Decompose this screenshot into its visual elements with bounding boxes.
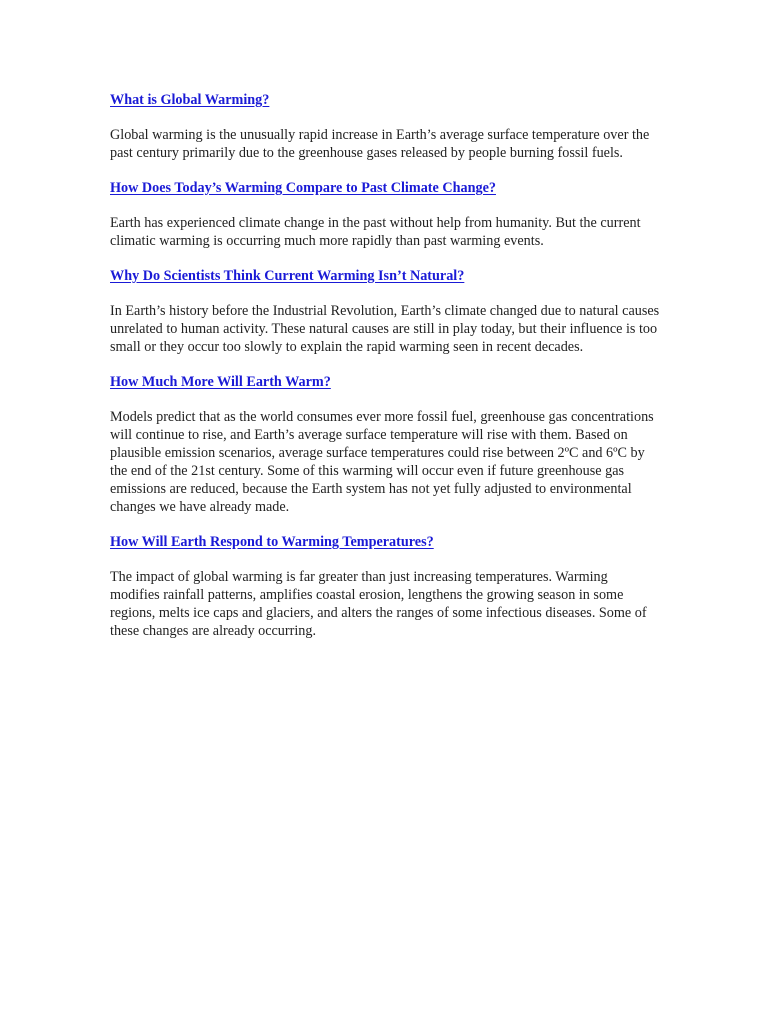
section-todays-warming-compare	[110, 179, 660, 250]
section-how-much-warm	[110, 373, 660, 516]
heading-link[interactable]: Why Do Scientists Think Current Warming Isn’t Natural?	[110, 268, 465, 284]
heading-link[interactable]: How Much More Will Earth Warm?	[110, 374, 331, 390]
heading-link[interactable]: How Does Today’s Warming Compare to Past Climate Change?	[110, 180, 496, 196]
document-body	[110, 91, 660, 657]
section-paragraph: Global warming is the unusually rapid increase in Earth’s average surface temperature over the past century primarily due to the greenhouse gases released by people burning fossil fuels.	[110, 127, 650, 161]
heading-link[interactable]: What is Global Warming?	[110, 92, 270, 108]
section-paragraph: In Earth’s history before the Industrial Revolution, Earth’s climate changed due to natural causes unrelated to human activity. These natural causes are still in play today, but their influence is too small or they occur too slowly to explain the rapid warming seen in recent decades.	[110, 303, 660, 355]
section-why-not-natural	[110, 267, 660, 356]
section-paragraph: The impact of global warming is far greater than just increasing temperatures. Warming modifies rainfall patterns, amplifies coastal erosion, lengthens the growing season in some regions, melts ice caps and glaciers, and alters the ranges of some infectious diseases. Some of these changes are already occurring.	[110, 569, 647, 639]
section-what-is-global-warming	[110, 91, 660, 162]
section-paragraph: Models predict that as the world consumes ever more fossil fuel, greenhouse gas concentrations will continue to rise, and Earth’s average surface temperature will rise with them. Based on plausible emission scenarios, average surface temperatures could rise between 2ºC and 6ºC by the end of the 21st century. Some of this warming will occur even if future greenhouse gas emissions are reduced, because the Earth system has not yet fully adjusted to environmental changes we have already made.	[110, 409, 654, 515]
heading-link[interactable]: How Will Earth Respond to Warming Temperatures?	[110, 534, 434, 550]
section-paragraph: Earth has experienced climate change in the past without help from humanity. But the current climatic warming is occurring much more rapidly than past warming events.	[110, 215, 641, 249]
section-earth-respond	[110, 533, 660, 640]
